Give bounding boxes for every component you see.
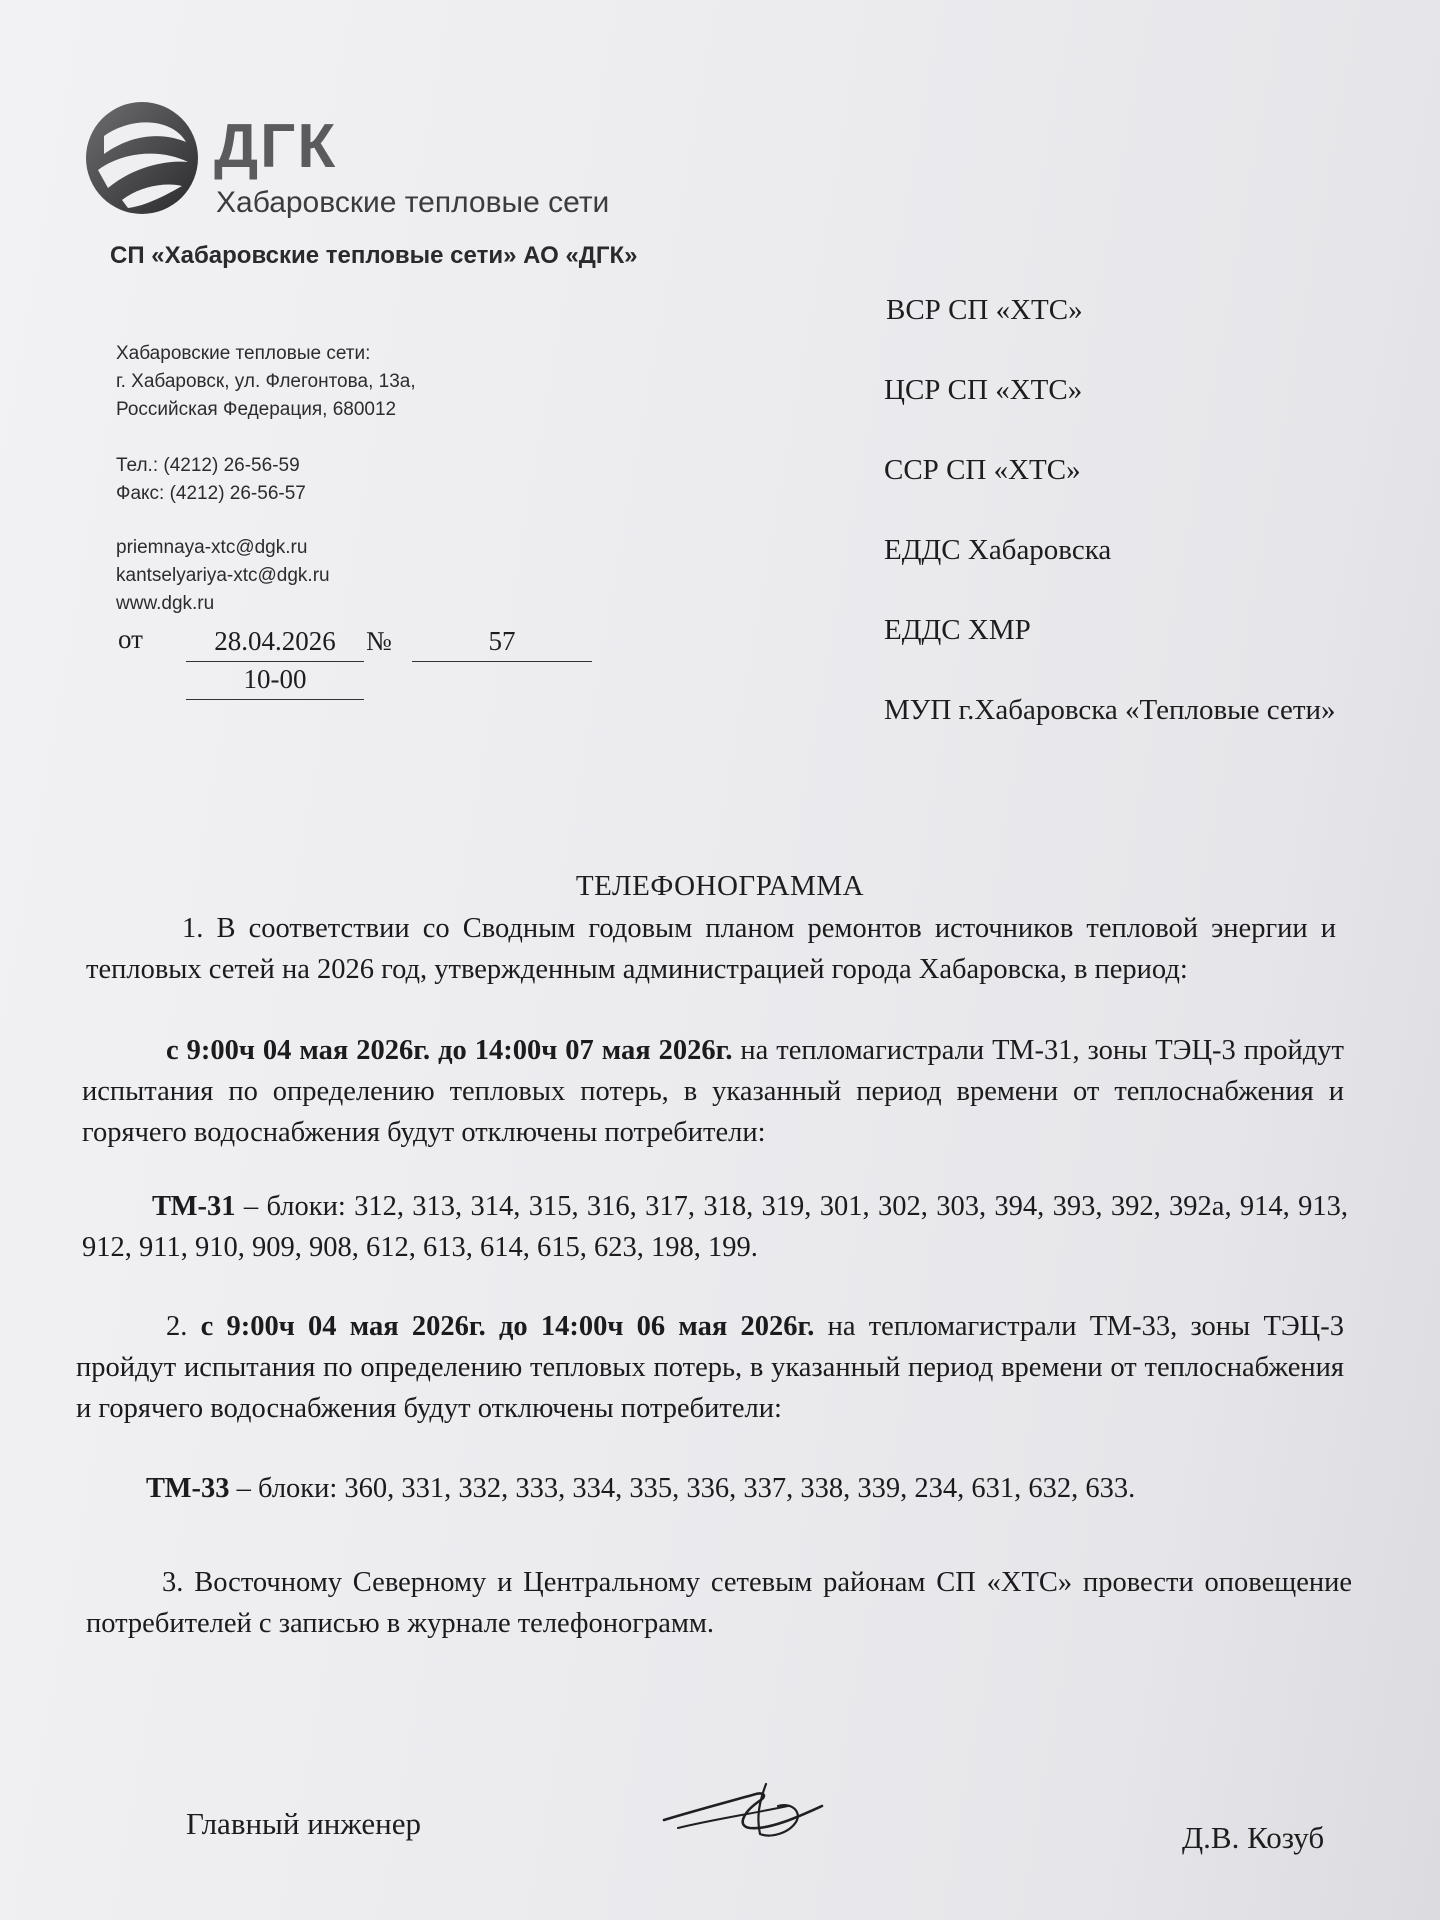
- email-web: [116, 534, 330, 618]
- brand-name: ДГК: [214, 112, 338, 181]
- phone-line: Тел.: (4212) 26-56-59: [116, 455, 300, 476]
- document-title: ТЕЛЕФОНОГРАММА: [575, 870, 865, 902]
- blocks-tm31-label: ТМ-31: [152, 1191, 236, 1222]
- period-2-text: на тепломагистрали ТМ-33, зоны ТЭЦ-3 пройдут испытания по определению тепловых потерь, в указанный период времени от теплоснабжения и горячего водоснабжения будут отключены потребители:: [76, 1311, 1344, 1424]
- recipient: ЕДДС ХМР: [884, 614, 1031, 646]
- blocks-tm31: [82, 1186, 1348, 1268]
- address-line: г. Хабаровск, ул. Флегонтова, 13а,: [116, 371, 416, 392]
- signatory-name: Д.В. Козуб: [1182, 1820, 1325, 1855]
- phone-fax: [116, 452, 306, 508]
- dgk-logo-icon: [82, 96, 202, 220]
- period-1: с 9:00ч 04 мая 2026г. до 14:00ч 07 мая 2026г.: [166, 1035, 733, 1066]
- recipient: ССР СП «ХТС»: [884, 454, 1081, 486]
- ref-number: 57: [412, 628, 592, 662]
- recipient: МУП г.Хабаровска «Тепловые сети»: [884, 694, 1336, 726]
- recipient: ЕДДС Хабаровска: [884, 534, 1112, 566]
- blocks-tm33: [82, 1468, 1342, 1509]
- signatory-position: Главный инженер: [186, 1806, 422, 1841]
- paragraph-1: 1. В соответствии со Сводным годовым планом ремонтов источников тепловой энергии и тепловых сетей на 2026 год, утвержденным администрацией города Хабаровска, в период:: [86, 913, 1336, 985]
- paragraph-2: [76, 1306, 1344, 1429]
- blocks-tm33-label: ТМ-33: [146, 1473, 230, 1504]
- paragraph-1-period: [82, 1030, 1344, 1153]
- ref-date: 28.04.2026: [186, 628, 364, 662]
- ref-time: 10-00: [186, 666, 364, 700]
- ref-number-sign: №: [366, 626, 392, 656]
- ref-from-label: от: [118, 624, 143, 654]
- email-line: priemnaya-xtc@dgk.ru: [116, 537, 308, 558]
- blocks-tm31-list: – блоки: 312, 313, 314, 315, 316, 317, 318, 319, 301, 302, 303, 394, 393, 392, 392а, 914, 913, 912, 911, 910, 909, 908, 612, 613, 614, 615, 623, 198, 199.: [82, 1191, 1348, 1263]
- blocks-tm33-list: – блоки: 360, 331, 332, 333, 334, 335, 336, 337, 338, 339, 234, 631, 632, 633.: [229, 1473, 1136, 1504]
- address-line: Хабаровские тепловые сети:: [116, 343, 371, 364]
- website-line: www.dgk.ru: [116, 593, 215, 614]
- recipient: ВСР СП «ХТС»: [886, 294, 1083, 326]
- email-line: kantselyariya-xtc@dgk.ru: [116, 565, 330, 586]
- address-line: Российская Федерация, 680012: [116, 399, 397, 420]
- brand-subtitle: Хабаровские тепловые сети: [216, 186, 610, 219]
- paragraph-3: 3. Восточному Северному и Центральному сетевым районам СП «ХТС» провести оповещение потребителей с записью в журнале телефонограмм.: [86, 1567, 1352, 1639]
- organization-full-name: СП «Хабаровские тепловые сети» АО «ДГК»: [110, 242, 638, 269]
- fax-line: Факс: (4212) 26-56-57: [116, 483, 306, 504]
- recipient: ЦСР СП «ХТС»: [884, 374, 1083, 406]
- paragraph-2-number: 2.: [166, 1311, 201, 1342]
- period-2: с 9:00ч 04 мая 2026г. до 14:00ч 06 мая 2026г.: [200, 1311, 815, 1342]
- period-1-text: на тепломагистрали ТМ-31, зоны ТЭЦ-3 пройдут испытания по определению тепловых потерь, в указанный период времени от теплоснабжения и горячего водоснабжения будут отключены потребители:: [82, 1035, 1344, 1148]
- postal-address: [116, 340, 416, 424]
- handwritten-signature-icon: [660, 1776, 830, 1846]
